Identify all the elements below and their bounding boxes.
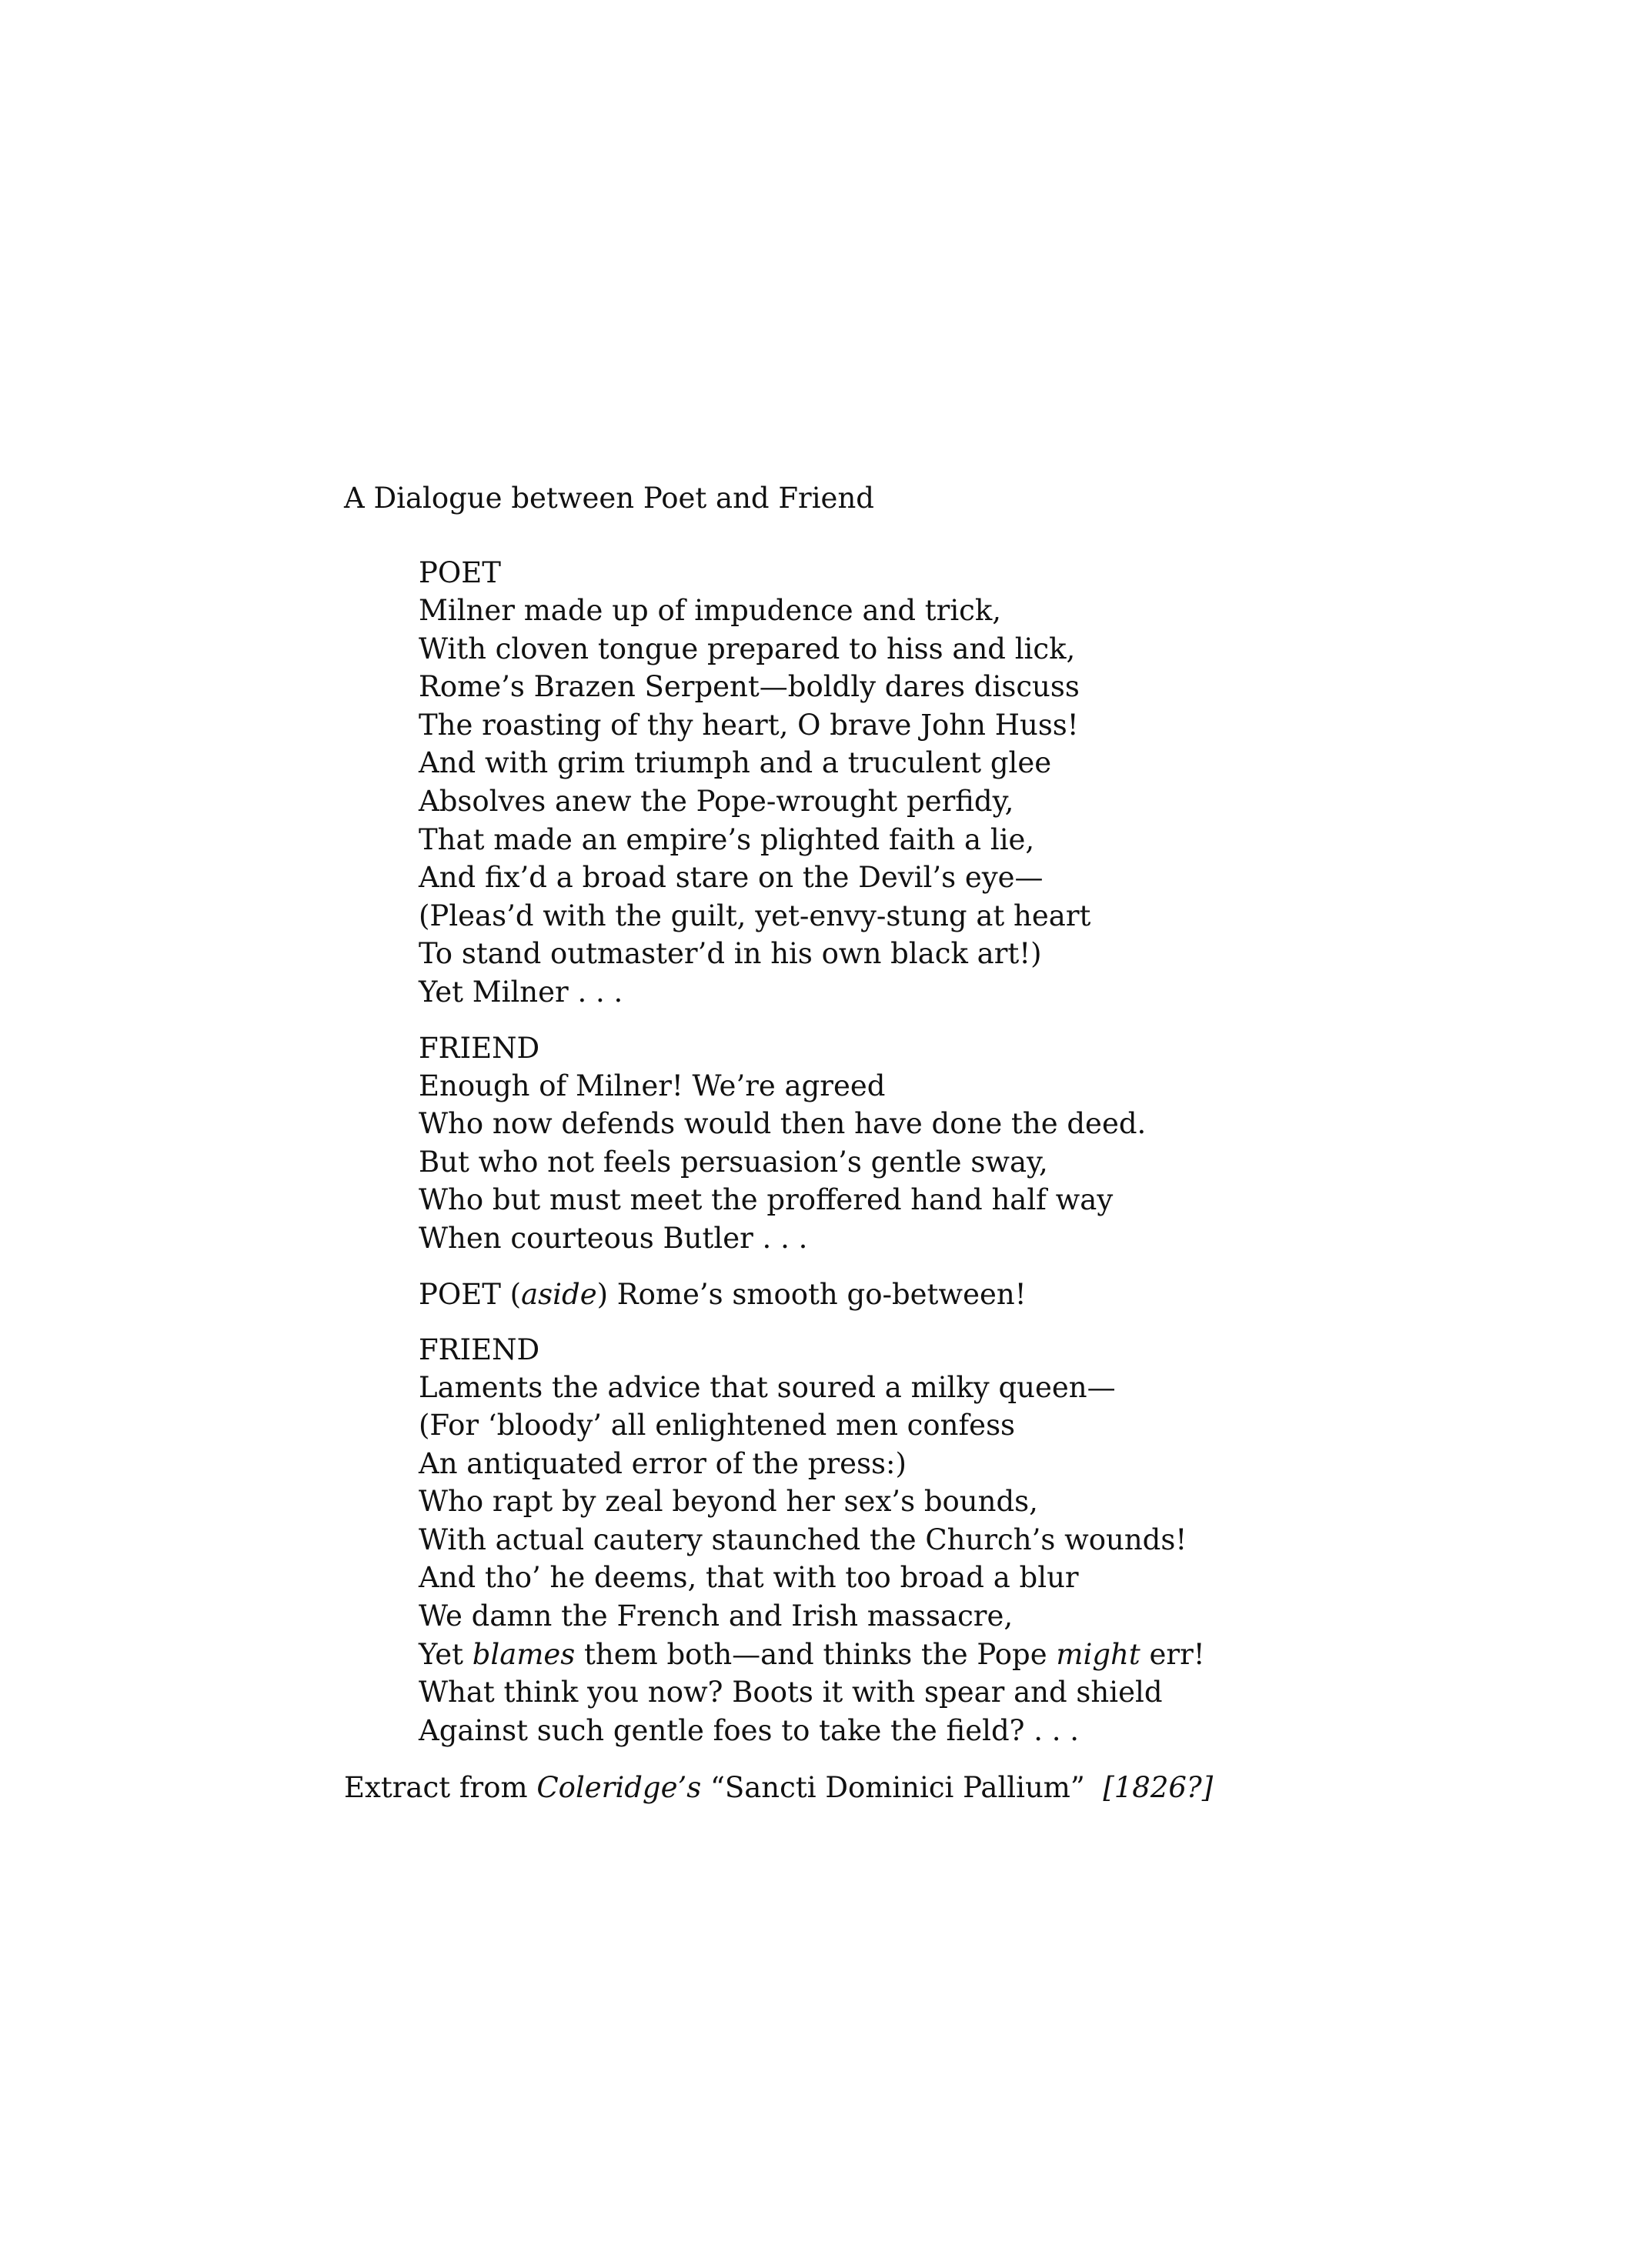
speaker-label: POET [419,556,501,589]
mixed-italic: might [1056,1637,1140,1671]
verse-line: Milner made up of impudence and trick, [419,594,1002,627]
verse-line: We damn the French and Irish massacre, [419,1599,1014,1633]
verse-line: With actual cautery staunched the Church’s wounds! [419,1523,1187,1556]
verse-line-mixed [419,1636,1573,1674]
speaker-label: FRIEND [419,1332,540,1366]
citation-author: Coleridge’s [536,1771,702,1804]
speaker-label: POET [419,1277,501,1311]
verse-line: Who but must meet the proffered hand half way [419,1183,1114,1217]
stanza-friend-2 [419,1331,1573,1750]
verse-line: (For ‘bloody’ all enlightened men confess [419,1409,1016,1443]
citation-prefix: Extract from [344,1771,537,1804]
verse-line: That made an empire’s plighted faith a lie, [419,822,1035,856]
verse-line: (Pleas’d with the guilt, yet-envy-stung at heart [419,899,1091,932]
verse-line: Yet Milner . . . [419,975,623,1009]
verse-line: What think you now? Boots it with spear and shield [419,1676,1163,1709]
stanza-poet-aside [419,1276,1573,1313]
verse-line: Enough of Milner! We’re agreed [419,1069,886,1102]
verse-line: Laments the advice that soured a milky queen— [419,1370,1116,1404]
poem-title: A Dialogue between Poet and Friend [344,482,874,515]
verse-line: Against such gentle foes to take the field? . . . [419,1713,1080,1747]
speaker-label: FRIEND [419,1031,540,1065]
mixed-text: them both—and thinks the Pope [575,1637,1057,1671]
aside-stage-direction: aside [521,1277,597,1311]
aside-text: Rome’s smooth go-between! [616,1277,1027,1311]
verse-line: Who rapt by zeal beyond her sex’s bounds, [419,1485,1038,1519]
verse-line: When courteous Butler . . . [419,1221,808,1255]
aside-paren-open: ( [500,1277,522,1311]
verse-line: With cloven tongue prepared to hiss and lick, [419,632,1076,665]
verse-line: Absolves anew the Pope-wrought perfidy, [419,784,1014,818]
source-citation [344,1769,1213,1806]
mixed-text: err! [1140,1637,1205,1671]
verse-line: Who now defends would then have done the deed. [419,1107,1147,1141]
verse-line: And with grim triumph and a truculent glee [419,746,1052,780]
verse-line: The roasting of thy heart, O brave John Huss! [419,708,1079,742]
poem-body [419,554,1573,1767]
mixed-italic: blames [472,1637,576,1671]
verse-line: But who not feels persuasion’s gentle sway, [419,1145,1048,1179]
verse-line: Rome’s Brazen Serpent—boldly dares discuss [419,670,1080,704]
speaker-aside-line [419,1276,1573,1313]
stanza-friend-1 [419,1029,1573,1258]
verse-line: An antiquated error of the press:) [419,1446,907,1480]
verse-line: To stand outmaster’d in his own black art!) [419,937,1042,971]
mixed-text: Yet [419,1637,473,1671]
stanza-poet-1 [419,554,1573,1012]
citation-date: [1826?] [1103,1771,1214,1804]
citation-work: “Sancti Dominici Pallium” [701,1771,1104,1804]
aside-paren-close: ) [596,1277,617,1311]
verse-line: And fix’d a broad stare on the Devil’s eye— [419,861,1044,895]
verse-line: And tho’ he deems, that with too broad a blur [419,1561,1079,1595]
